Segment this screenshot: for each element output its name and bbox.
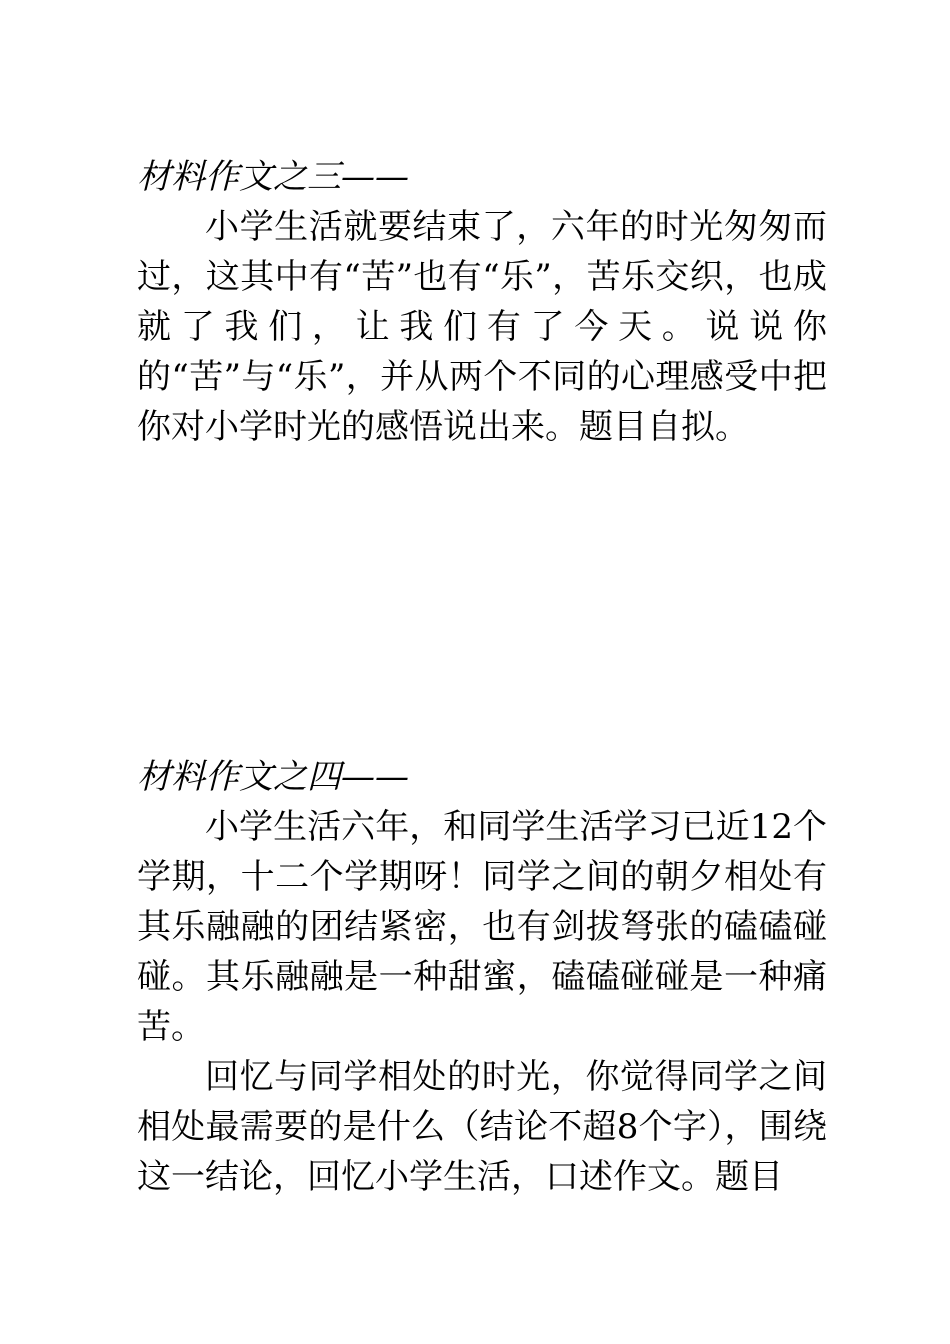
section-heading: 材料作文之三——	[137, 157, 409, 197]
section-heading: 材料作文之四——	[137, 757, 409, 797]
essay-prompt-three	[137, 152, 827, 452]
section-paragraph: 回忆与同学相处的时光，你觉得同学之间相处最需要的是什么（结论不超8个字），围绕这一结论，回忆小学生活，口述作文。题目	[137, 1057, 827, 1197]
essay-prompt-four	[137, 752, 827, 1202]
section-paragraph: 小学生活就要结束了，六年的时光匆匆而过，这其中有“苦”也有“乐”，苦乐交织，也成就了我们，让我们有了今天。说说你的“苦”与“乐”，并从两个不同的心理感受中把你对小学时光的感悟说出来。题目自拟。	[137, 207, 827, 447]
section-paragraph: 小学生活六年，和同学生活学习已近12个学期，十二个学期呀！同学之间的朝夕相处有其乐融融的团结紧密，也有剑拔弩张的磕磕碰碰。其乐融融是一种甜蜜，磕磕碰碰是一种痛苦。	[137, 807, 827, 1047]
